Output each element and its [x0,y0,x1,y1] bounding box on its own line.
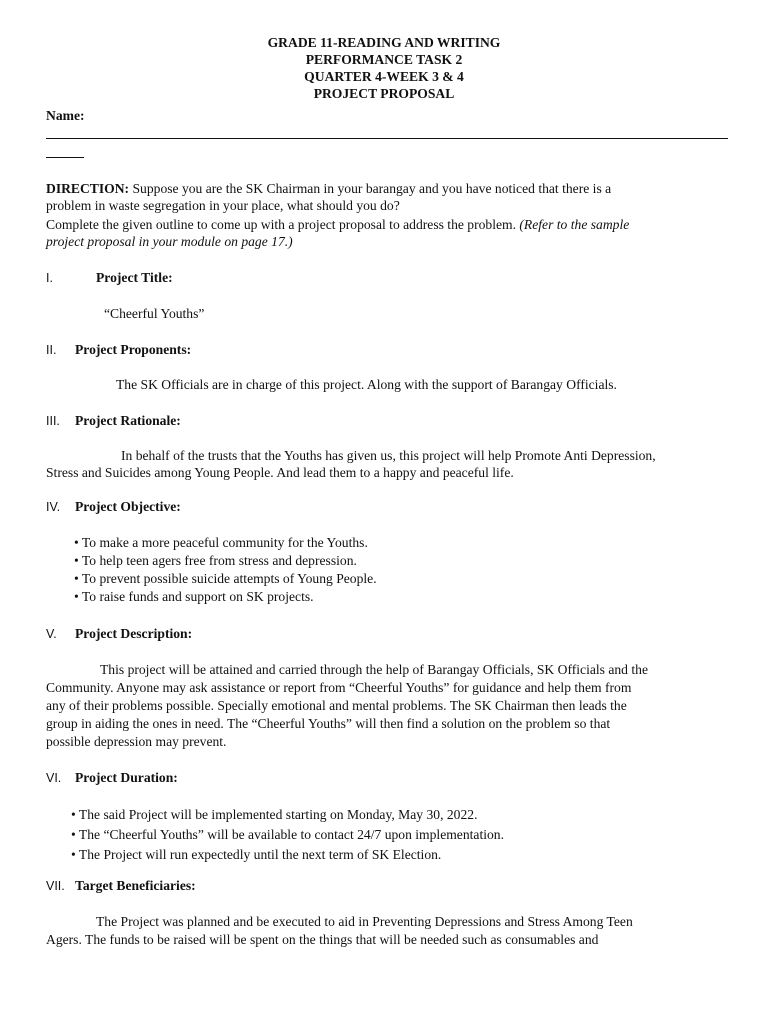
rationale-line-1: In behalf of the trusts that the Youths has given us, this project will help Promote Anti Depression, [121,448,656,463]
section-project-title [46,269,173,287]
section-target-beneficiaries [46,877,196,895]
header-line-quarter: QUARTER 4-WEEK 3 & 4 [304,69,464,84]
description-line-3: any of their problems possible. Specially emotional and mental problems. The SK Chairman then leads the [46,698,627,713]
section-number: VI. [46,771,62,785]
direction-line-1 [46,180,611,198]
section-heading: Project Duration: [75,770,178,785]
direction-italic-2: project proposal in your module on page 17.) [46,234,293,249]
direction-line-3 [46,216,629,234]
project-title-value: “Cheerful Youths” [104,306,205,321]
direction-line-2: problem in waste segregation in your place, what should you do? [46,198,400,213]
name-underline-continued [46,157,84,158]
section-heading: Project Objective: [75,499,181,514]
list-item: • To prevent possible suicide attempts of Young People. [74,571,377,586]
section-project-description [46,625,192,643]
direction-label: DIRECTION: [46,181,130,196]
list-item: • The Project will run expectedly until the next term of SK Election. [71,847,442,862]
section-number: VII. [46,879,65,893]
beneficiaries-line-1: The Project was planned and be executed to aid in Preventing Depressions and Stress Among Teen [96,914,633,929]
section-number: V. [46,627,57,641]
objective-list [74,534,377,606]
description-line-2: Community. Anyone may ask assistance or report from “Cheerful Youths” for guidance and help them from [46,680,632,695]
section-number: II. [46,343,57,357]
name-underline [46,138,728,139]
section-heading: Target Beneficiaries: [75,878,196,893]
section-heading: Project Proponents: [75,342,192,357]
section-project-objective [46,498,181,516]
document-header [0,34,768,102]
description-line-5: possible depression may prevent. [46,734,227,749]
project-proponents-text: The SK Officials are in charge of this project. Along with the support of Barangay Officials. [116,377,617,392]
duration-list [71,805,504,865]
section-number: I. [46,271,53,285]
section-number: IV. [46,500,61,514]
header-line-task: PERFORMANCE TASK 2 [305,52,463,67]
section-project-duration [46,769,178,787]
list-item: • To help teen agers free from stress and depression. [74,553,357,568]
direction-text-3: Complete the given outline to come up with a project proposal to address the problem. [46,217,520,232]
list-item: • The “Cheerful Youths” will be available to contact 24/7 upon implementation. [71,827,504,842]
section-number: III. [46,414,60,428]
beneficiaries-line-2: Agers. The funds to be raised will be spent on the things that will be needed such as consumables and [46,932,599,947]
section-heading: Project Title: [96,270,173,285]
list-item: • To raise funds and support on SK projects. [74,589,314,604]
list-item: • The said Project will be implemented starting on Monday, May 30, 2022. [71,807,478,822]
header-line-title: PROJECT PROPOSAL [313,86,455,101]
description-line-1: This project will be attained and carried through the help of Barangay Officials, SK Officials and the [100,662,648,677]
section-project-rationale [46,412,181,430]
section-heading: Project Description: [75,626,193,641]
list-item: • To make a more peaceful community for the Youths. [74,535,368,550]
name-label: Name: [46,108,85,123]
description-line-4: group in aiding the ones in need. The “Cheerful Youths” will then find a solution on the problem so that [46,716,611,731]
section-heading: Project Rationale: [75,413,181,428]
rationale-line-2: Stress and Suicides among Young People. And lead them to a happy and peaceful life. [46,465,514,480]
section-project-proponents [46,341,191,359]
direction-text-1: Suppose you are the SK Chairman in your barangay and you have noticed that there is a [129,181,612,196]
header-line-grade: GRADE 11-READING AND WRITING [267,35,501,50]
direction-italic-1: (Refer to the sample [519,217,630,232]
